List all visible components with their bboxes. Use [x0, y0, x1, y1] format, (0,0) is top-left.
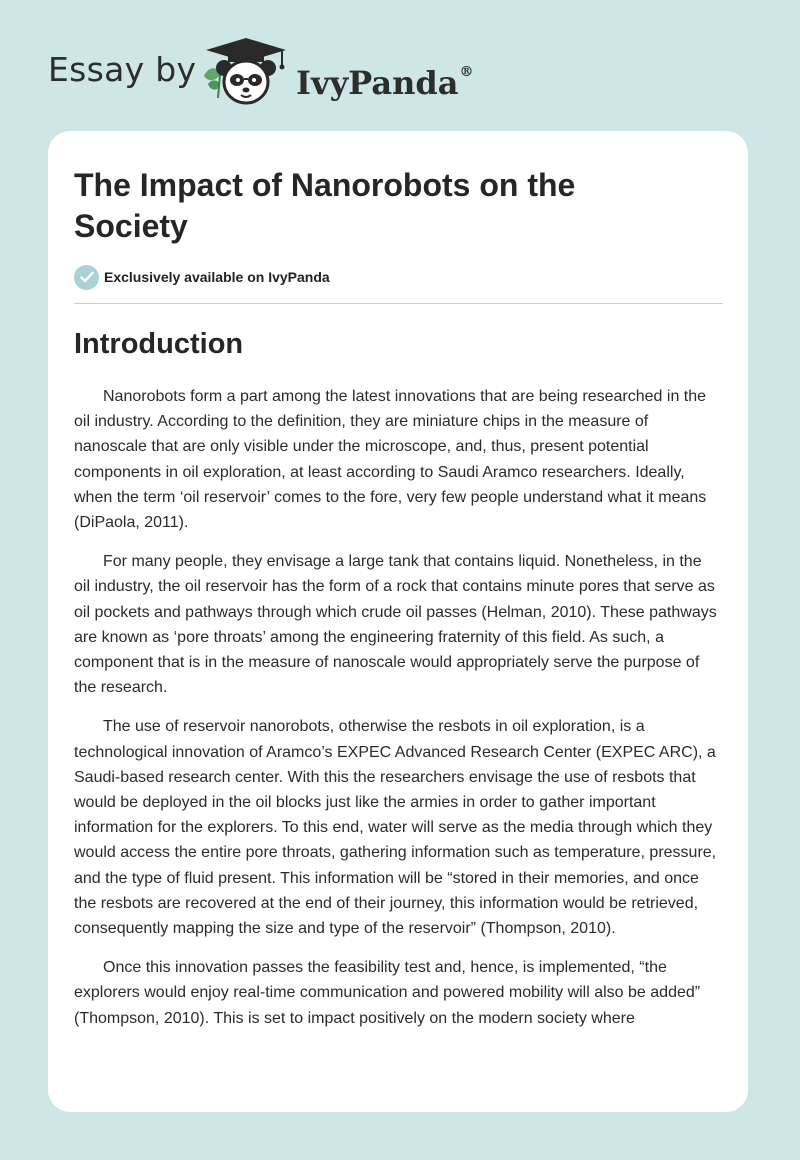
brand-name[interactable]	[296, 52, 473, 103]
body-paragraph: Once this innovation passes the feasibility test and, hence, is implemented, “the explorers would enjoy real-time communication and powered mobility will also be added” (Thompson, 2010). This is set to impact positively on the modern society where	[74, 959, 701, 1027]
exclusive-badge	[74, 264, 330, 290]
body-paragraph: Nanorobots form a part among the latest innovations that are being researched in the oil industry. According to the definition, they are miniature chips in the measure of nanoscale that are only visible under the microscope, and, thus, present potential components in oil exploration, at least according to Saudi Aramco researchers. Ideally, when the term ‘oil reservoir’ comes to the fore, very few people understand what it means (DiPaola, 2011).	[74, 388, 707, 532]
site-header	[0, 0, 800, 130]
body-paragraph: For many people, they envisage a large tank that contains liquid. Nonetheless, in the oil industry, the oil reservoir has the form of a rock that contains minute pores that serve as oil pockets and pathways through which crude oil passes (Helman, 2010). These pathways are known as ‘pore throats’ among the engineering fraternity of this field. As such, a component that is in the measure of nanoscale would appropriately serve the purpose of the research.	[74, 553, 717, 697]
body-paragraph: The use of reservoir nanorobots, otherwise the resbots in oil exploration, is a technological innovation of Aramco’s EXPEC Advanced Research Center (EXPEC ARC), a Saudi-based research center. With this the researchers envisage the use of resbots that would be deployed in the oil blocks just like the armies in order to gather important information for the explorers. To this end, water will serve as the media through which they would access the entire pore throats, gathering information such as temperature, pressure, and the type of fluid present. This information will be “stored in their memories, and once the resbots are recovered at the end of their journey, this information would be retrieved, consequently mapping the size and type of the reservoir” (Thompson, 2010).	[74, 718, 717, 938]
article-body	[74, 384, 720, 1045]
brand-name-text: IvyPanda	[296, 64, 459, 102]
essay-by-label: Essay by	[48, 50, 197, 89]
exclusive-badge-label: Exclusively available on IvyPanda	[104, 269, 330, 285]
article-card	[48, 131, 748, 1112]
article-title: The Impact of Nanorobots on the Society	[74, 167, 576, 244]
check-circle-icon	[74, 265, 99, 290]
panda-graduate-logo-icon[interactable]	[198, 36, 294, 108]
title-divider	[74, 303, 723, 304]
section-heading-introduction: Introduction	[74, 328, 244, 360]
registered-mark: ®	[459, 64, 474, 80]
